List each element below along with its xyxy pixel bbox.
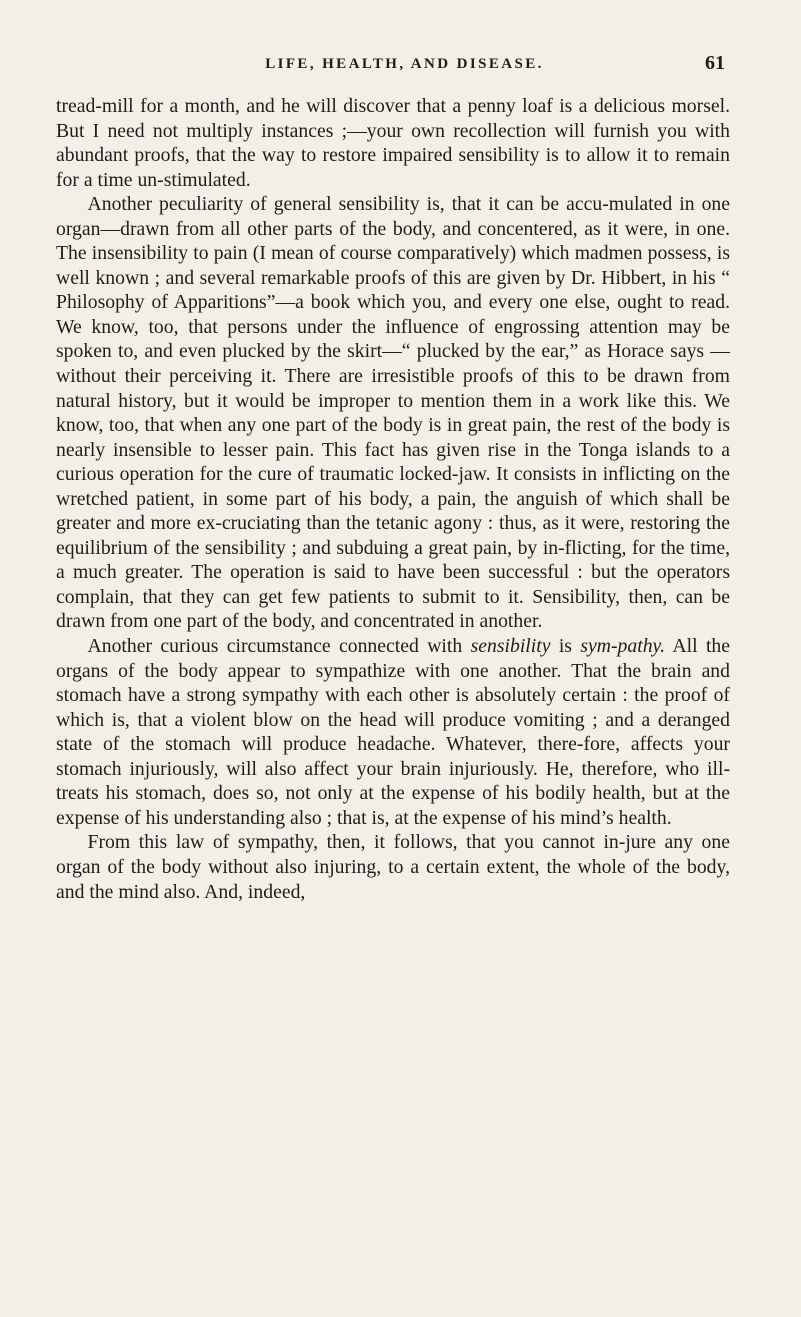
text-run: is bbox=[550, 635, 581, 658]
italic-term-sensibility: sensibility bbox=[470, 635, 551, 658]
italic-term-sympathy: sym-pathy. bbox=[580, 635, 666, 658]
paragraph-law-of-sympathy: From this law of sympathy, then, it follows, that you cannot in-jure any one organ of the body without also injuring, to a certain extent, the whole of the body, and the mind also. And, indeed, bbox=[56, 831, 730, 903]
paragraph-sensibility-accumulation: Another peculiarity of general sensibility is, that it can be accu-mulated in one organ—drawn from all other parts of the body, and concentered, as it were, in one. The insensibility to pain (I mean of course comparatively) which madmen possess, is well known ; and several remarkable proofs of this are given by Dr. Hibbert, in his “ Philosophy of Apparitions”—a book which you, and every one else, ought to read. We know, too, that persons under the influence of engrossing attention may be spoken to, and even plucked by the skirt—“ plucked by the ear,” as Horace says —without their perceiving it. There are irresistible proofs of this to be drawn from natural history, but it would be improper to mention them in a work like this. We know, too, that when any one part of the body is in great pain, the rest of the body is nearly insensible to lesser pain. This fact has given rise in the Tonga islands to a curious operation for the cure of traumatic locked-jaw. It consists in inflicting on the wretched patient, in some part of his body, a pain, the anguish of which shall be greater and more ex-cruciating than the tetanic agony : thus, as it were, restoring the equilibrium of the sensibility ; and subduing a great pain, by in-flicting, for the time, a much greater. The operation is said to have been successful : but the operators complain, that they can get few patients to submit to it. Sensibility, then, can be drawn from one part of the body, and concentrated in another. bbox=[56, 193, 730, 633]
text-run: All the organs of the body appear to sympathize with one another. That the brain and stomach have a strong sympathy with each other is absolutely certain : the proof of which is, that a violent blow on the head will produce vomiting ; and a deranged state of the stomach will produce headache. Whatever, there-fore, affects your stomach injuriously, will also affect your brain injuriously. He, therefore, who ill-treats his stomach, does so, not only at the expense of his bodily health, but at the expense of his understanding also ; that is, at the expense of his mind’s health. bbox=[56, 635, 731, 829]
text-run: Another curious circumstance connected with bbox=[87, 635, 471, 658]
paragraph-continued: tread-mill for a month, and he will discover that a penny loaf is a delicious morsel. But I need not multiply instances ;—your own recollection will furnish you with abundant proofs, that the way to restore impaired sensibility is to allow it to remain for a time un-stimulated. bbox=[56, 95, 730, 191]
paragraph-sympathy bbox=[56, 634, 730, 830]
running-head: LIFE, HEALTH, AND DISEASE. bbox=[265, 56, 544, 72]
body-text bbox=[56, 94, 730, 904]
page-number: 61 bbox=[705, 52, 725, 74]
